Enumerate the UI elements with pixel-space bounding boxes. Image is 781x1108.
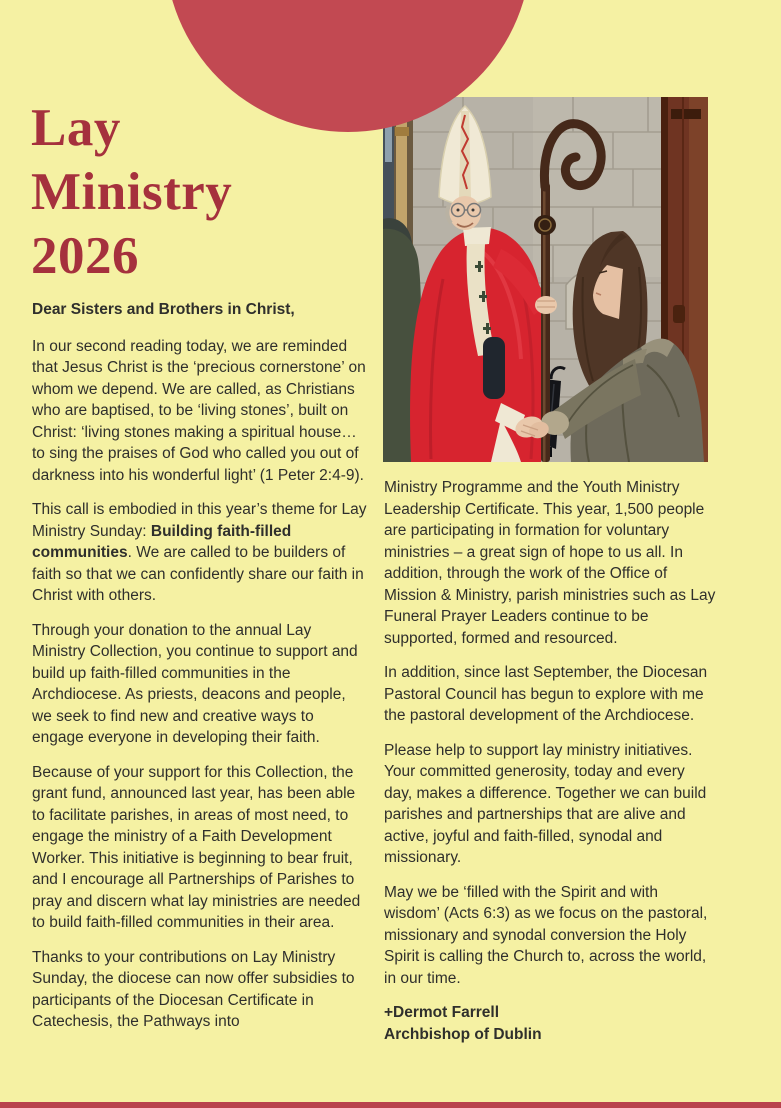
title-line-1: Lay <box>31 99 121 157</box>
paragraph-ministry-programme: Ministry Programme and the Youth Ministry Leadership Certificate. This year, 1,500 people are participating in formation for voluntary ministries – a great sign of hope to us all. In addition, through the work of the Office of Mission & Ministry, parish ministries such as Lay Funeral Prayer Leaders continue to be supported, formed and resourced. <box>384 479 716 647</box>
right-text-column <box>384 477 716 1059</box>
paragraph-second-reading: In our second reading today, we are reminded that Jesus Christ is the ‘precious cornerstone’ on whom we depend. We are called, as Christians who are baptised, to be ‘living stones’, built on Christ: ‘living stones making a spiritual house… to sing the praises of God who called you out of darkness into his wonderful light’ (1 Peter 2:4-9). <box>32 337 366 484</box>
paragraph-grant-fund: Because of your support for this Collection, the grant fund, announced last year, has been able to facilitate parishes, in areas of most need, to engage the ministry of a Faith Development Worker. This initiative is beginning to bear fruit, and I encourage all Partnerships of Parishes to pray and discern what lay ministries are needed to build faith-filled communities in their area. <box>32 763 361 931</box>
archbishop-photo <box>383 97 708 462</box>
photo-illustration <box>383 97 708 462</box>
paragraph-closing: May we be ‘filled with the Spirit and with wisdom’ (Acts 6:3) as we focus on the pastoral, missionary and synodal conversion the Holy Spirit is calling the Church to, across the world, in our time. <box>384 883 708 987</box>
left-text-column <box>32 299 367 1046</box>
theme-text-before: This call is embodied in this year’s theme for Lay Ministry Sunday: <box>32 501 367 540</box>
salutation: Dear Sisters and Brothers in Christ, <box>32 301 295 318</box>
signature-block <box>384 1002 716 1046</box>
paragraph-thanks: Thanks to your contributions on Lay Ministry Sunday, the diocese can now offer subsidies to participants of the Diocesan Certificate in Catechesis, the Pathways into <box>32 948 355 1030</box>
paragraph-donation: Through your donation to the annual Lay Ministry Collection, you continue to support and build up faith-filled communities in the Archdiocese. As priests, deacons and people, we seek to find new and creative ways to engage everyone in developing their faith. <box>32 621 358 746</box>
title-line-2: Ministry <box>31 163 233 221</box>
theme-bold-text: Building faith-filled communities <box>32 522 292 561</box>
footer-accent-bar <box>0 1102 781 1108</box>
title-line-3: 2026 <box>31 227 139 285</box>
page-title <box>31 96 232 288</box>
paragraph-theme <box>32 499 367 607</box>
paragraph-pastoral-council: In addition, since last September, the Diocesan Pastoral Council has begun to explore with me the pastoral development of the Archdiocese. <box>384 664 708 724</box>
theme-text-after: . We are called to be builders of faith so that we can confidently share our faith in Christ with others. <box>32 544 364 604</box>
signature-title: Archbishop of Dublin <box>384 1026 542 1043</box>
signature-name: +Dermot Farrell <box>384 1004 500 1021</box>
paragraph-support-appeal: Please help to support lay ministry initiatives. Your committed generosity, today and every day, makes a difference. Together we can build parishes and partnerships that are alive and active, joyful and faith-filled, synodal and missionary. <box>384 741 707 866</box>
